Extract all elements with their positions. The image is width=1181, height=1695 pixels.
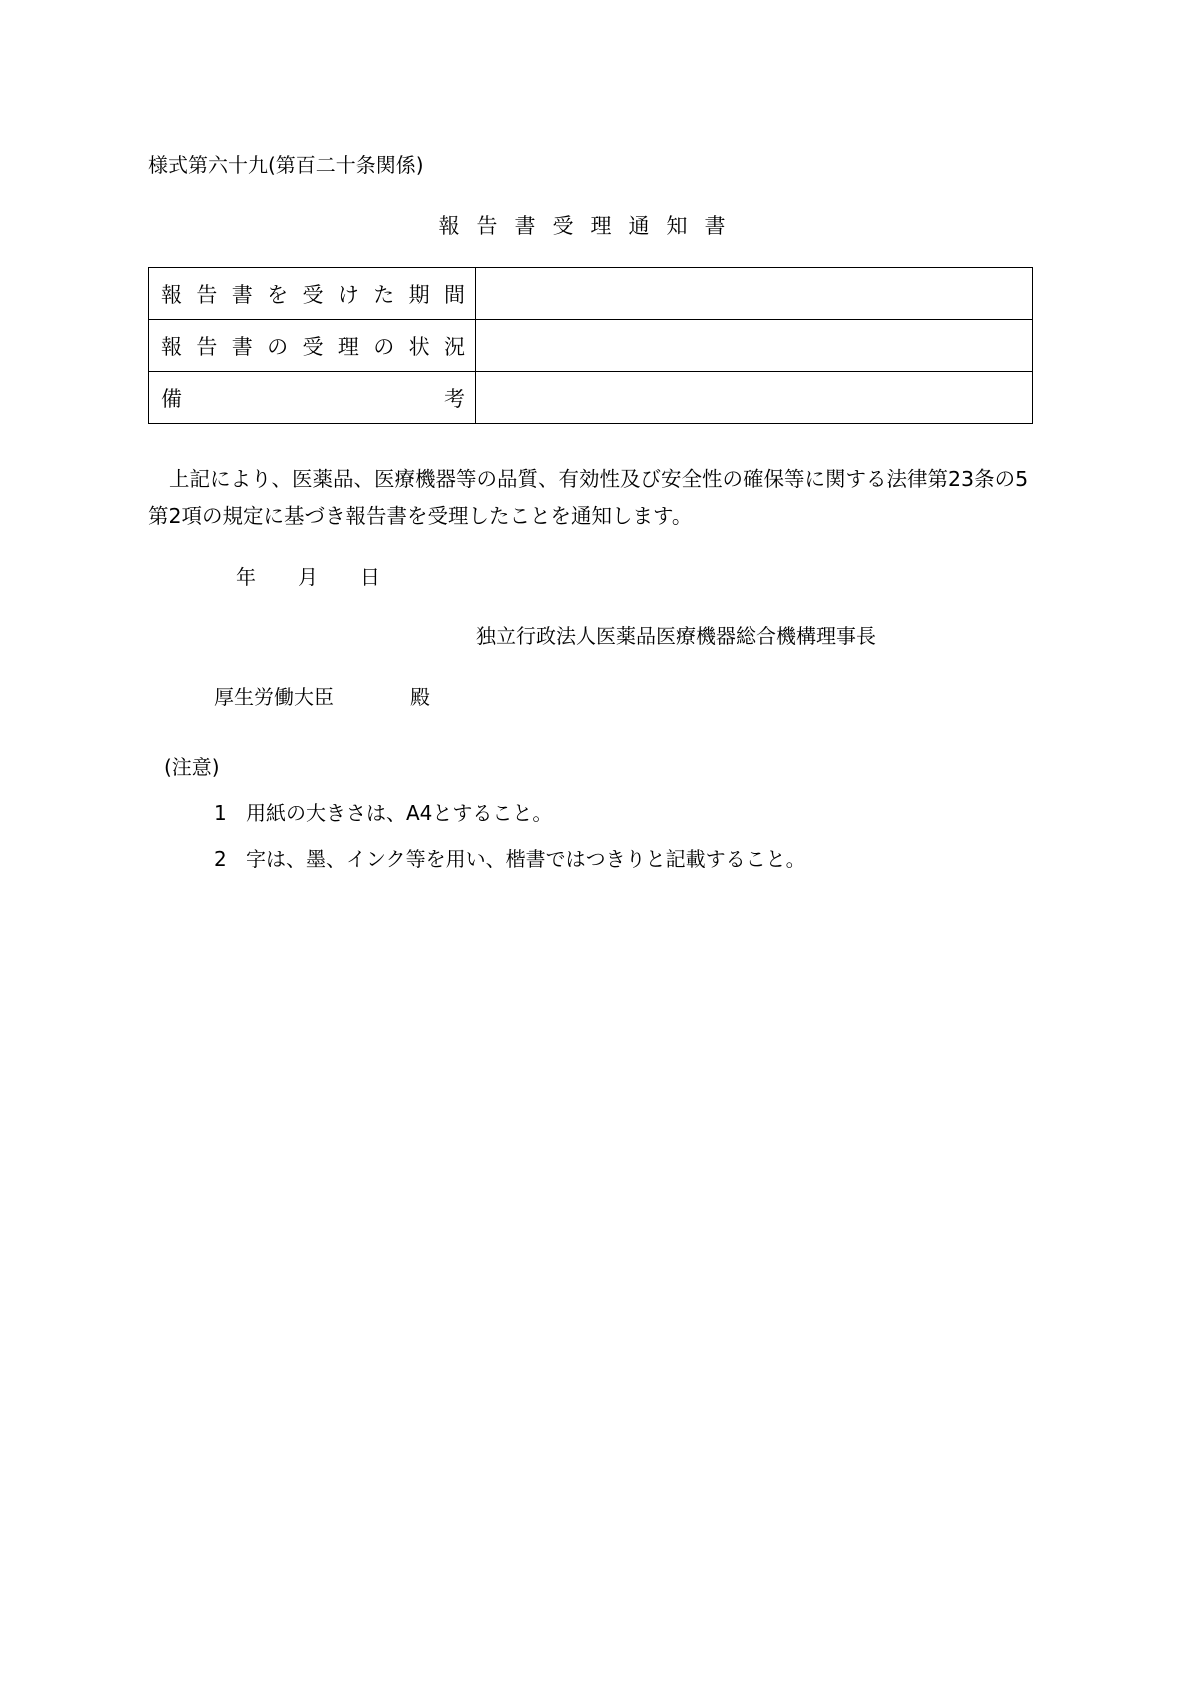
note-number: 1 — [214, 801, 227, 825]
form-number: 様式第六十九(第百二十条関係) — [148, 153, 424, 177]
note-item — [214, 803, 552, 823]
label-char: 告 — [196, 282, 218, 307]
label-status — [149, 320, 476, 372]
label-char: 期 — [408, 282, 430, 307]
label-char: 間 — [444, 282, 465, 307]
date-line — [236, 567, 422, 587]
value-status[interactable] — [476, 320, 1033, 372]
label-char: た — [373, 282, 395, 307]
notes-heading: (注意) — [164, 755, 220, 779]
label-char: 書 — [231, 282, 253, 307]
note-number: 2 — [214, 847, 227, 871]
label-period — [149, 268, 476, 320]
value-period[interactable] — [476, 268, 1033, 320]
honorific: 殿 — [410, 685, 430, 709]
date-year: 年 — [236, 565, 256, 589]
table-row — [149, 268, 1033, 320]
label-char: 受 — [302, 282, 324, 307]
report-table — [148, 267, 1033, 424]
value-remarks[interactable] — [476, 372, 1033, 424]
document-title: 報告書受理通知書 — [438, 214, 743, 238]
label-char: 書 — [231, 334, 253, 359]
body-paragraph: 上記により、医薬品、医療機器等の品質、有効性及び安全性の確保等に関する法律第23条の5第2項の規定に基づき報告書を受理したことを通知します。 — [148, 467, 1029, 528]
note-item — [214, 849, 806, 869]
label-char: け — [337, 282, 359, 307]
label-char: 況 — [444, 334, 465, 359]
label-remarks — [149, 372, 476, 424]
issuer: 独立行政法人医薬品医療機器総合機構理事長 — [476, 624, 876, 648]
label-char: を — [267, 282, 289, 307]
addressee: 厚生労働大臣 — [214, 685, 334, 709]
note-text: 用紙の大きさは、A4とすること。 — [246, 801, 553, 825]
date-month: 月 — [298, 565, 318, 589]
label-char: の — [373, 334, 395, 359]
label-char: 報 — [161, 282, 182, 307]
table-row — [149, 320, 1033, 372]
label-char: 状 — [408, 334, 430, 359]
label-char: 報 — [161, 334, 182, 359]
date-day: 日 — [360, 565, 380, 589]
label-char: 告 — [196, 334, 218, 359]
label-char: の — [267, 334, 289, 359]
label-char: 理 — [337, 334, 359, 359]
label-char: 備 — [161, 386, 182, 411]
label-char: 考 — [444, 386, 465, 411]
table-row — [149, 372, 1033, 424]
note-text: 字は、墨、インク等を用い、楷書ではつきりと記載すること。 — [246, 847, 806, 871]
label-char: 受 — [302, 334, 324, 359]
